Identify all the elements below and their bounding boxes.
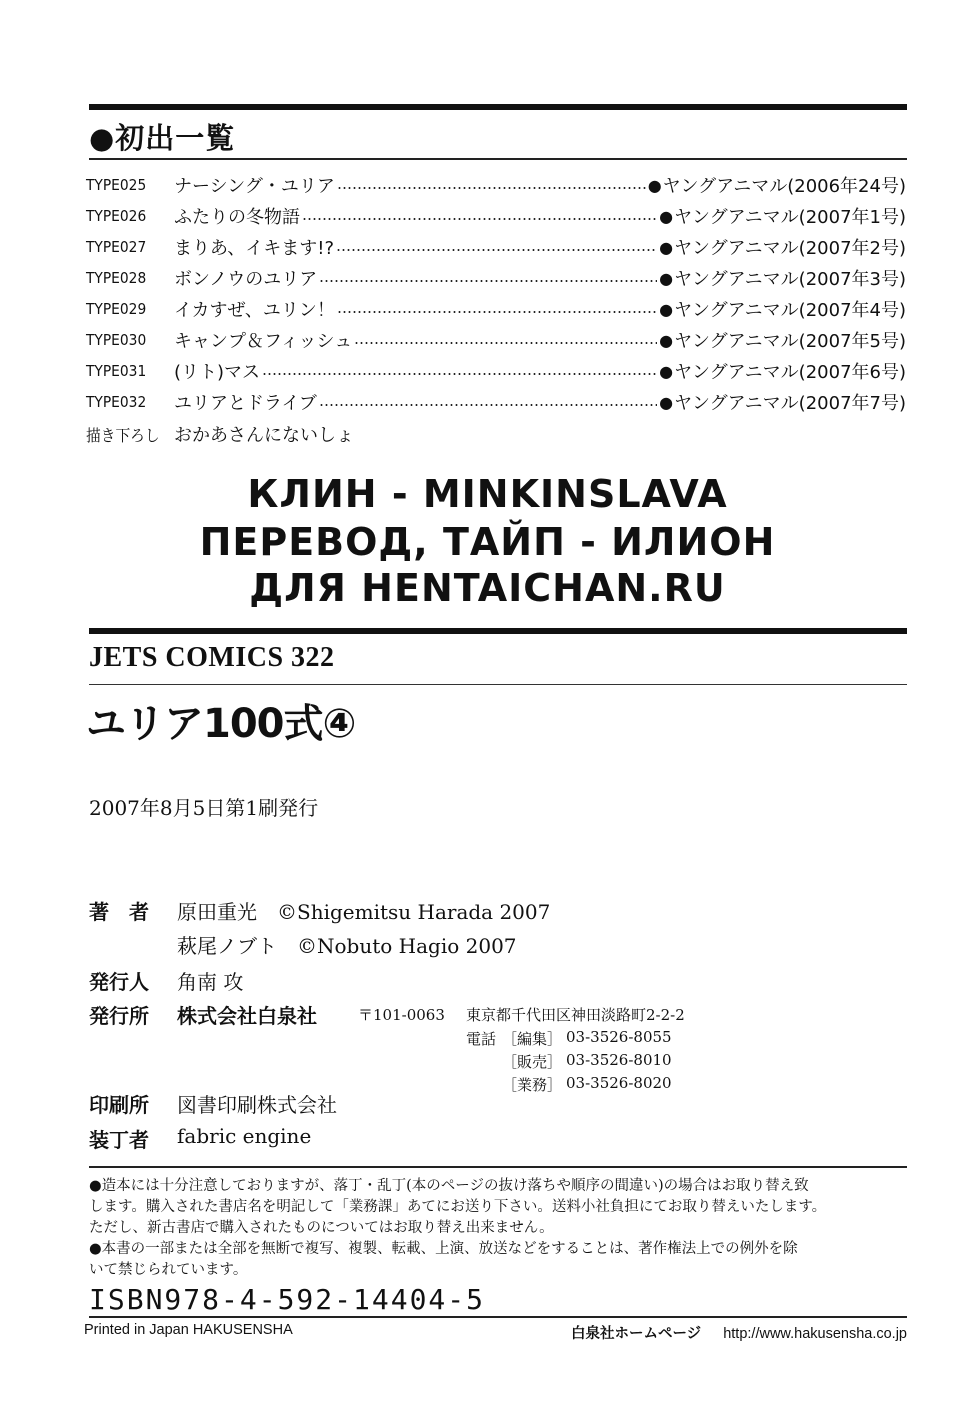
bullet-icon: ● [659,206,674,226]
list-item [86,358,906,384]
entry-title: まりあ、イキます!? [174,238,335,259]
phone-number-2: 03-3526-8010 [566,1051,672,1069]
entry-magazine: ヤングアニマル(2007年3号) [674,269,906,290]
entry-code: TYPE031 [86,362,147,380]
entry-code: TYPE030 [86,331,147,349]
leader-dots [302,218,657,220]
phone-dept-1: ［編集］ [502,1030,563,1048]
entry-title: ふたりの冬物語 [174,207,300,228]
author-2: 萩尾ノブト ©Nobuto Hagio 2007 [177,934,517,958]
printer-name: 図書印刷株式会社 [177,1093,337,1117]
list-item [86,296,906,322]
phone-label: 電話 [466,1030,497,1048]
top-rule [89,104,907,110]
entry-title: ボンノウのユリア [174,269,318,290]
entry-magazine: ヤングアニマル(2007年1号) [674,207,906,228]
printed-in: Printed in Japan HAKUSENSHA [84,1322,293,1338]
bullet-icon: ● [647,175,662,195]
leader-dots [319,280,657,282]
entry-code: TYPE026 [86,207,147,225]
notice-line-1: ●造本には十分注意しておりますが、落丁・乱丁(本のページの抜け落ちや順序の間違い)の場合はお取り替え致 [89,1178,809,1194]
bullet-icon: ● [659,299,674,319]
notice-line-2: します。購入された書店名を明記して「業務課」あてにお送り下さい。送料小社負担にてお取り替えいたします。 [89,1199,827,1215]
print-date: 2007年8月5日第1刷発行 [89,796,319,820]
bullet-icon: ● [659,361,674,381]
entry-code: TYPE032 [86,393,147,411]
entry-code: 描き下ろし [86,425,160,445]
notice-rule [89,1166,907,1168]
postal-code: 〒101-0063 [358,1006,445,1024]
leader-dots [319,404,657,406]
homepage-url[interactable]: http://www.hakusensha.co.jp [723,1326,907,1342]
entry-title: ユリアとドライブ [174,393,317,414]
phone-dept-3: ［業務］ [502,1076,563,1094]
publisher-label: 発行所 [89,1004,149,1028]
publisher-name: 株式会社白泉社 [177,1004,317,1028]
entry-code: TYPE027 [86,238,147,256]
list-item [86,172,906,198]
notice-line-3: ただし、新古書店で購入されたものについてはお取り替え出来ません。 [89,1220,554,1236]
list-item [86,234,906,260]
isbn: ISBN978-4-592-14404-5 [89,1283,486,1316]
entry-code: TYPE028 [86,269,147,287]
entry-title: キャンプ＆フィッシュ [174,331,353,352]
entry-code: TYPE029 [86,300,147,318]
entry-magazine: ヤングアニマル(2007年4号) [674,300,906,321]
bullet-icon: ● [659,392,674,412]
publisher-person: 角南 攻 [177,970,244,994]
entry-title: おかあさんにないしょ [174,425,354,446]
bullet-icon: ● [659,268,674,288]
leader-dots [337,187,646,189]
entry-title: ナーシング・ユリア [174,176,335,197]
colophon-rule [89,628,907,634]
list-item-extra [86,421,906,447]
bullet-icon: ● [659,237,674,257]
series-label: JETS COMICS 322 [89,642,335,673]
address: 東京都千代田区神田淡路町2-2-2 [466,1006,685,1024]
design-name: fabric engine [177,1124,312,1148]
list-item [86,265,906,291]
footer-rule [89,1316,907,1318]
leader-dots [336,249,657,251]
scan-credit-line-1: КЛИН - MINKINSLAVA [247,472,728,516]
section-rule [89,158,907,160]
entry-magazine: ヤングアニマル(2007年7号) [674,393,906,414]
bullet-icon: ● [659,330,674,350]
homepage-label: 白泉社ホームページ [570,1326,702,1342]
entry-title: イカすぜ、ユリン！ [174,300,335,321]
entry-magazine: ヤングアニマル(2007年2号) [674,238,906,259]
phone-dept-2: ［販売］ [502,1053,563,1071]
publisher-person-label: 発行人 [89,970,149,994]
phone-number-1: 03-3526-8055 [566,1028,672,1046]
homepage [571,1322,907,1343]
list-item [86,327,906,353]
notice-line-4: ●本書の一部または全部を無断で複写、複製、転載、上演、放送などをすることは、著作権法上での例外を除 [89,1241,798,1257]
entry-code: TYPE025 [86,176,147,194]
printer-label: 印刷所 [89,1093,149,1117]
leader-dots [354,342,657,344]
scan-credit-line-3: ДЛЯ HENTAICHAN.RU [249,566,726,610]
entry-title: (リト)マス [174,362,261,383]
list-item [86,203,906,229]
scan-credit-line-2: ПЕРЕВОД, ТАЙП - ИЛИОН [199,520,776,564]
first-appearance-title: ●初出一覧 [89,121,236,155]
design-label: 装丁者 [89,1128,149,1152]
author-1: 原田重光 ©Shigemitsu Harada 2007 [177,900,551,924]
entry-magazine: ヤングアニマル(2007年6号) [674,362,906,383]
book-title: ユリア100式④ [86,701,356,747]
notice-line-5: いて禁じられています。 [89,1262,248,1278]
author-label: 著 者 [89,900,149,924]
list-item [86,389,906,415]
leader-dots [262,373,657,375]
series-rule [89,684,907,685]
entry-magazine: ヤングアニマル(2006年24号) [662,176,906,197]
leader-dots [337,311,657,313]
entry-magazine: ヤングアニマル(2007年5号) [674,331,906,352]
phone-number-3: 03-3526-8020 [566,1074,672,1092]
